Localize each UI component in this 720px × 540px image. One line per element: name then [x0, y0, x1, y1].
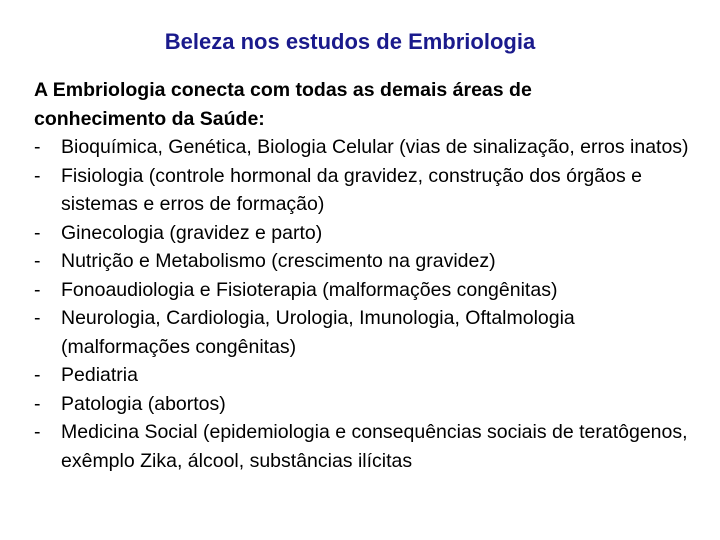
- list-item-text: Pediatria: [61, 364, 138, 386]
- bullet-dash: -: [34, 307, 41, 329]
- list-item-text: Bioquímica, Genética, Biologia Celular (vias de sinalização, erros inatos): [61, 136, 689, 158]
- list-item: [34, 219, 704, 248]
- list-item: [34, 247, 704, 276]
- slide-title: Beleza nos estudos de Embriologia: [164, 29, 536, 54]
- bullet-dash: -: [34, 421, 41, 443]
- intro-line-1: A Embriologia conecta com todas as demais áreas de: [34, 79, 532, 101]
- list-item-text: Fisiologia (controle hormonal da gravidez, construção dos órgãos e sistemas e erros de formação): [61, 164, 642, 215]
- list-item: [34, 304, 704, 361]
- list-item-text: Medicina Social (epidemiologia e consequências sociais de teratôgenos, exêmplo Zika, álcool, substâncias ilícitas: [61, 421, 688, 472]
- list-item: [34, 133, 704, 162]
- areas-list: [34, 133, 704, 475]
- intro-text: [34, 76, 704, 133]
- bullet-dash: -: [34, 136, 41, 158]
- list-item-text: Ginecologia (gravidez e parto): [61, 221, 323, 244]
- bullet-dash: -: [34, 364, 41, 386]
- list-item: [34, 390, 704, 419]
- list-item-text: Neurologia, Cardiologia, Urologia, Imunologia, Oftalmologia (malformações congênitas): [61, 307, 575, 358]
- bullet-dash: -: [34, 250, 41, 272]
- bullet-dash: -: [34, 278, 41, 301]
- bullet-dash: -: [34, 221, 41, 244]
- list-item-text: Nutrição e Metabolismo (crescimento na gravidez): [61, 250, 496, 272]
- slide-body: [34, 76, 704, 475]
- list-item: [34, 361, 704, 390]
- list-item-text: Fonoaudiologia e Fisioterapia (malformações congênitas): [61, 278, 558, 301]
- list-item-text: Patologia (abortos): [61, 392, 226, 415]
- bullet-dash: -: [34, 392, 41, 415]
- bullet-dash: -: [34, 164, 41, 187]
- intro-line-2: conhecimento da Saúde:: [34, 107, 265, 130]
- list-item: [34, 276, 704, 305]
- list-item: [34, 418, 704, 475]
- list-item: [34, 162, 704, 219]
